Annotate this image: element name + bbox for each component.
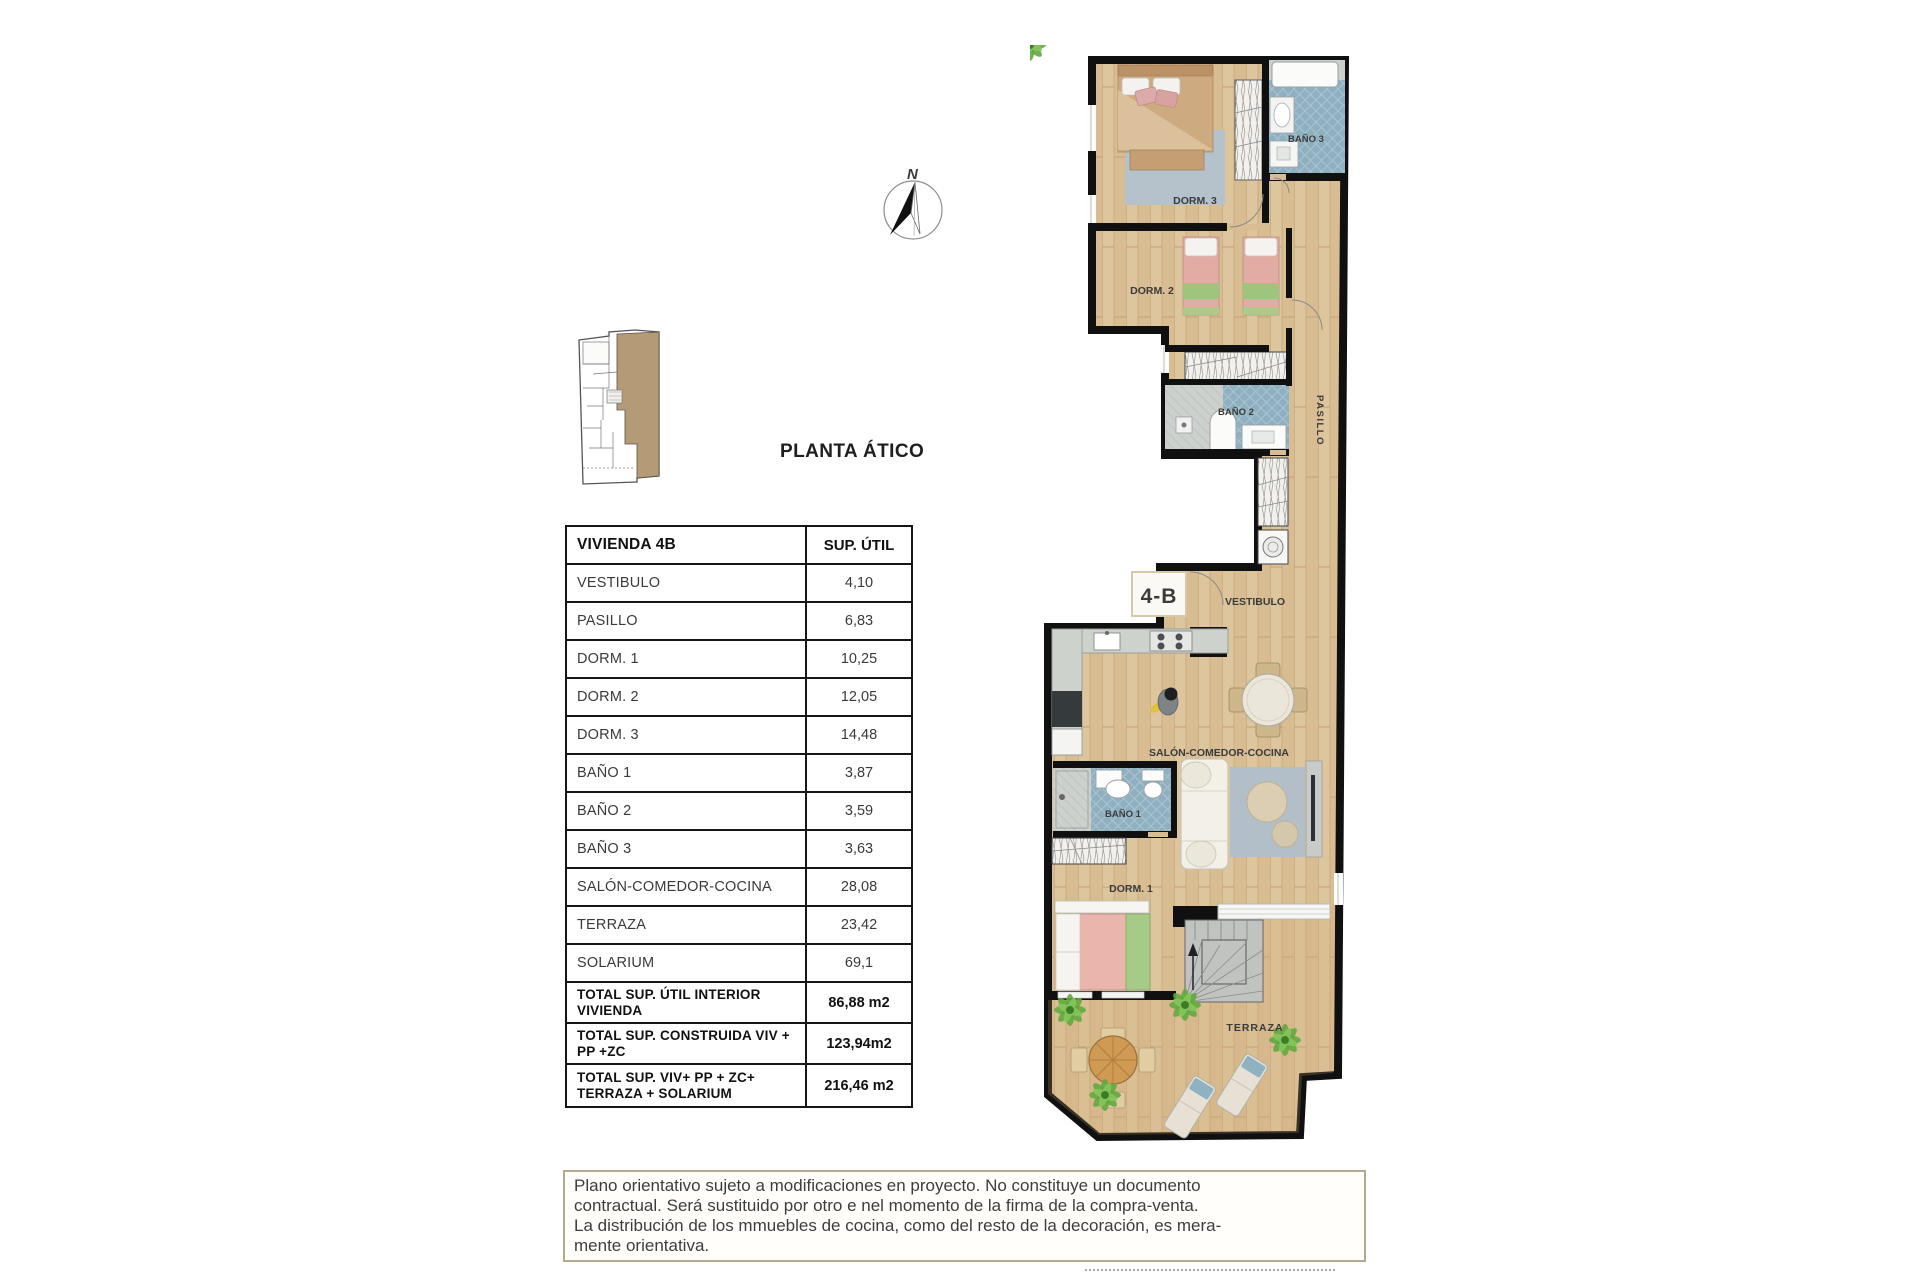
table-row: SOLARIUM 69,1 <box>567 945 911 983</box>
room-bano1 <box>1053 768 1171 831</box>
wardrobe-dorm1 <box>1052 838 1126 864</box>
room-label-bano1: BAÑO 1 <box>1105 809 1141 820</box>
table-header-unit: VIVIENDA 4B <box>567 527 807 563</box>
room-label-bano3: BAÑO 3 <box>1288 134 1324 145</box>
wardrobe-dorm2 <box>1185 352 1289 382</box>
room-label-bano2: BAÑO 2 <box>1218 407 1254 418</box>
table-row: PASILLO 6,83 <box>567 603 911 641</box>
bottom-dotted-line <box>1085 1269 1335 1271</box>
disclaimer-line: mente orientativa. <box>574 1236 710 1255</box>
room-bano3 <box>1269 60 1345 178</box>
table-row: BAÑO 3 3,63 <box>567 831 911 869</box>
compass-north-label: N <box>907 166 918 183</box>
disclaimer-line: Plano orientativo sujeto a modificaciones en proyecto. No constituye un documento <box>574 1176 1201 1195</box>
table-total-row: TOTAL SUP. CONSTRUIDA VIV + PP +ZC 123,94m2 <box>567 1024 911 1065</box>
table-total-row: TOTAL SUP. ÚTIL INTERIOR VIVIENDA 86,88 m2 <box>567 983 911 1024</box>
table-total-row: TOTAL SUP. VIV+ PP + ZC+ TERRAZA + SOLARIUM 216,46 m2 <box>567 1065 911 1106</box>
table-row: BAÑO 2 3,59 <box>567 793 911 831</box>
room-label-dorm2: DORM. 2 <box>1130 285 1174 297</box>
disclaimer-box <box>563 1170 1366 1262</box>
room-label-dorm1: DORM. 1 <box>1109 883 1153 895</box>
room-label-terraza: TERRAZA <box>1226 1022 1284 1034</box>
disclaimer-line: contractual. Será sustituido por otro e nel momento de la firma de la compra-venta. <box>574 1196 1199 1215</box>
table-row: DORM. 1 10,25 <box>567 641 911 679</box>
table-header <box>567 527 911 565</box>
room-label-vestibulo: VESTIBULO <box>1224 596 1286 608</box>
compass-icon <box>870 155 956 255</box>
room-dorm1 <box>1055 901 1150 990</box>
areas-table <box>565 525 913 1108</box>
salon-rug <box>1230 767 1305 857</box>
table-header-column: SUP. ÚTIL <box>823 536 895 554</box>
room-label-pasillo: PASILLO <box>1314 395 1325 446</box>
disclaimer-line: La distribución de los mmuebles de cocina, como del resto de la decoración, es mera- <box>574 1216 1222 1235</box>
key-plan <box>573 328 665 488</box>
table-row: VESTIBULO 4,10 <box>567 565 911 603</box>
page-title: PLANTA ÁTICO <box>780 441 925 462</box>
sofa <box>1181 759 1228 869</box>
tv-unit <box>1306 761 1322 857</box>
stairs <box>1185 920 1263 1002</box>
room-bano2 <box>1165 385 1289 451</box>
table-row: DORM. 2 12,05 <box>567 679 911 717</box>
table-row: SALÓN-COMEDOR-COCINA 28,08 <box>567 869 911 907</box>
table-row: TERRAZA 23,42 <box>567 907 911 945</box>
unit-badge-label: 4-B <box>1140 585 1178 608</box>
floor-plan <box>1030 45 1360 1155</box>
room-label-salon: SALÓN-COMEDOR-COCINA <box>1149 747 1289 759</box>
table-row: BAÑO 1 3,87 <box>567 755 911 793</box>
unit-badge <box>1132 572 1186 616</box>
room-label-dorm3: DORM. 3 <box>1173 195 1217 207</box>
table-row: DORM. 3 14,48 <box>567 717 911 755</box>
corridor-closet <box>1258 458 1288 564</box>
